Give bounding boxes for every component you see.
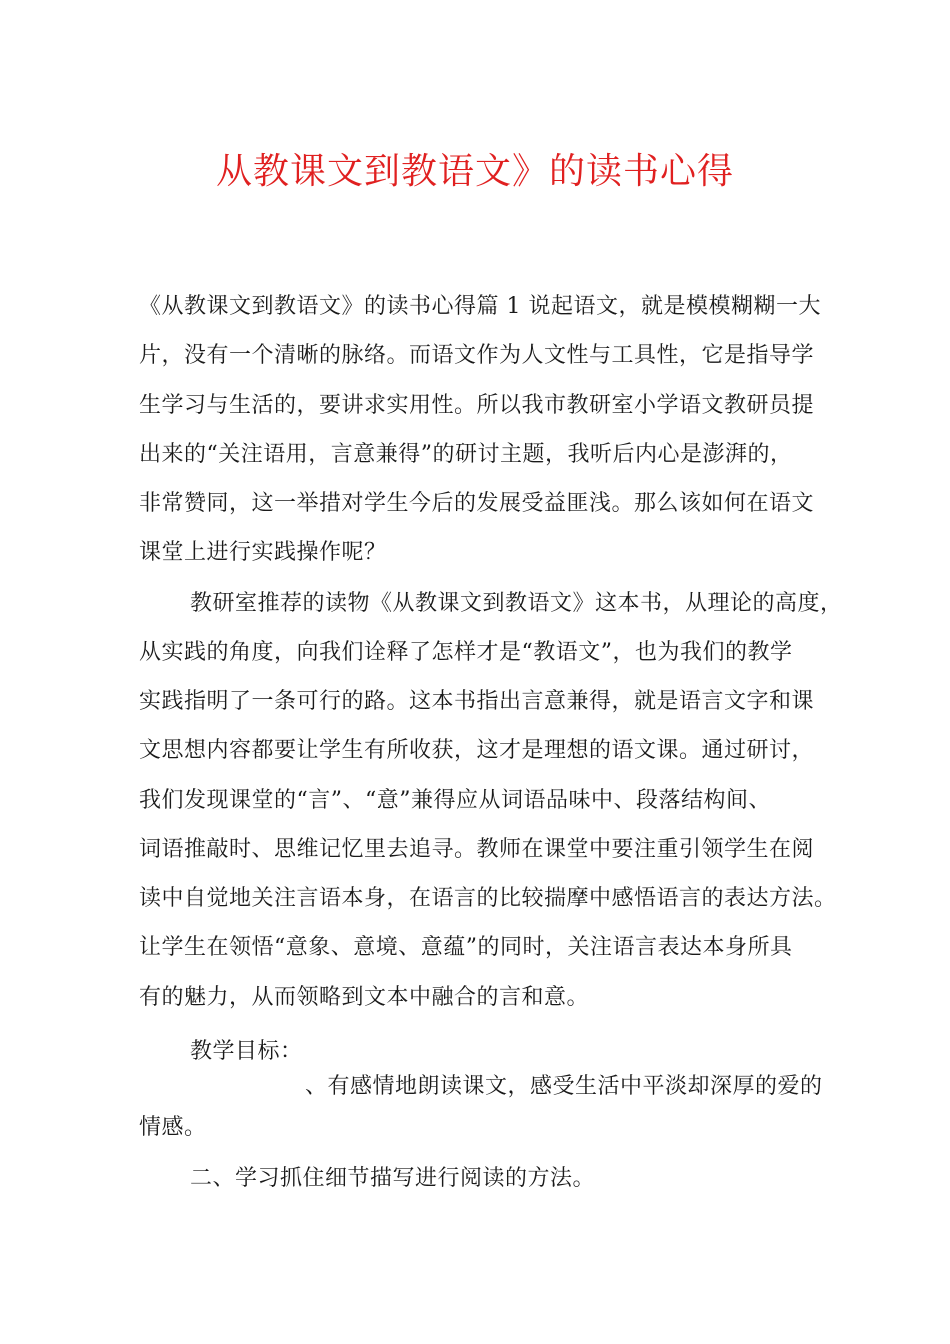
paragraph-line: 词语推敲时、思维记忆里去追寻。教师在课堂中要注重引领学生在阅 (139, 837, 815, 862)
paragraph-line: 文思想内容都要让学生有所收获，这才是理想的语文课。通过研讨， (139, 738, 815, 763)
objective-line: 情感。 (139, 1115, 207, 1140)
paragraph-line: 从实践的角度，向我们诠释了怎样才是“教语文”，也为我们的教学 (139, 640, 793, 665)
paragraph-line: 出来的“关注语用，言意兼得”的研讨主题，我听后内心是澎湃的， (139, 442, 793, 467)
document-title: 从教课文到教语文》的读书心得 (215, 151, 734, 192)
paragraph-line: 让学生在领悟“意象、意境、意蕴”的同时，关注语言表达本身所具 (139, 935, 793, 960)
paragraph-line: 有的魅力，从而领略到文本中融合的言和意。 (139, 985, 590, 1010)
objective-line: 、有感情地朗读课文，感受生活中平淡却深厚的爱的 (305, 1074, 823, 1099)
paragraph-line: 《从教课文到教语文》的读书心得篇 1 说起语文，就是模模糊糊一大 (139, 294, 821, 319)
paragraph-line: 生学习与生活的，要讲求实用性。所以我市教研室小学语文教研员提 (139, 393, 815, 418)
paragraph-line: 片，没有一个清晰的脉络。而语文作为人文性与工具性，它是指导学 (139, 343, 815, 368)
paragraph-line: 读中自觉地关注言语本身，在语言的比较揣摩中感悟语言的表达方法。 (139, 886, 837, 911)
paragraph-line: 实践指明了一条可行的路。这本书指出言意兼得，就是语言文字和课 (139, 689, 815, 714)
paragraph-line: 课堂上进行实践操作呢？ (139, 540, 387, 565)
paragraph-line: 教研室推荐的读物《从教课文到教语文》这本书，从理论的高度， (190, 591, 843, 616)
section-heading: 教学目标： (190, 1039, 303, 1064)
paragraph-line: 非常赞同，这一举措对学生今后的发展受益匪浅。那么该如何在语文 (139, 491, 815, 516)
paragraph-line: 我们发现课堂的“言”、“意”兼得应从词语品味中、段落结构间、 (139, 788, 771, 813)
objective-line: 二、学习抓住细节描写进行阅读的方法。 (190, 1166, 596, 1191)
